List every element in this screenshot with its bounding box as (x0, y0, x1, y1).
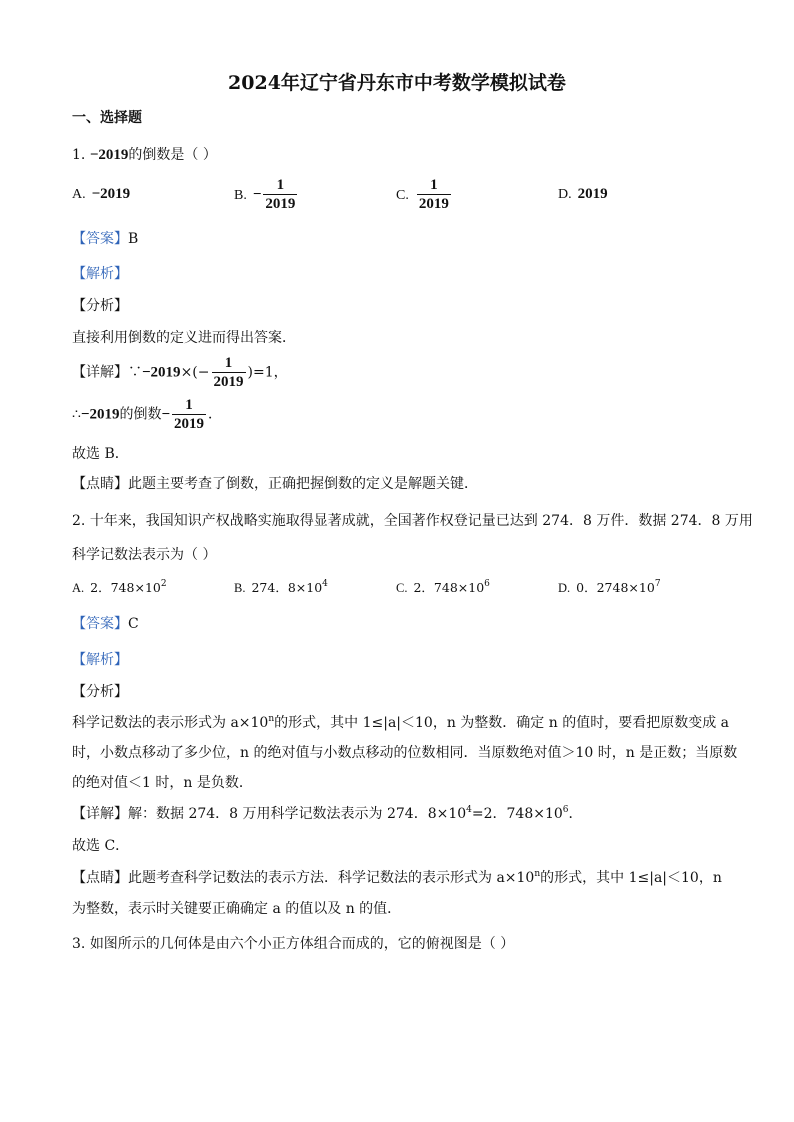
option-base: 2．748×10 (90, 580, 161, 595)
option-exponent: 2 (160, 579, 167, 589)
option-label: C. (396, 187, 409, 203)
q2-stem-line2: 科学记数法表示为（ ） (72, 547, 217, 563)
therefore-value: −2019 (80, 406, 120, 423)
denominator: 2019 (265, 196, 296, 212)
comment-text-a: 此题考查科学记数法的表示方法．科学记数法的表示形式为 a×10 (128, 870, 535, 886)
q1-analysis-label: 【解析】 (72, 266, 128, 282)
q2-detail (72, 804, 583, 824)
option-label: D. (558, 581, 571, 595)
detail-value: −2019 (142, 364, 181, 381)
comment-exponent: n (534, 869, 541, 879)
fraction (212, 354, 246, 391)
detail-mul: ×(− (180, 364, 210, 381)
therefore-end: ． (208, 406, 223, 423)
fenxi-exponent: n (268, 714, 275, 724)
therefore-text: 的倒数 (119, 406, 162, 423)
q1-stem-value: −2019 (89, 147, 129, 163)
q1-fenxi-label: 【分析】 (72, 298, 128, 314)
fenxi-text-a: 科学记数法的表示形式为 a×10 (72, 715, 269, 731)
option-sign: − (252, 186, 262, 203)
q1-option-a (72, 186, 130, 203)
answer-label: 【答案】 (72, 231, 128, 247)
q1-option-d (558, 186, 608, 203)
option-base: 274．8×10 (251, 580, 323, 595)
q2-fenxi-line2: 时，小数点移动了多少位，n 的绝对值与小数点移动的位数相同．当原数绝对值＞10 时，n 是正数；当原数 (72, 745, 738, 761)
option-base: 0．2748×10 (576, 580, 655, 595)
option-label: A. (72, 581, 85, 595)
q1-option-c (396, 176, 453, 213)
option-label: B. (234, 187, 247, 203)
q1-number: 1. (72, 147, 86, 163)
q3-stem-text: 如图所示的几何体是由六个小正方体组合而成的，它的俯视图是（ ） (89, 936, 515, 952)
q2-comment-line2: 为整数，表示时关键要正确确定 a 的值以及 n 的值． (72, 901, 402, 917)
q2-stem-text: 十年来，我国知识产权战略实施取得显著成就，全国著作权登记量已达到 274．8 万件．数据 274．8 万用 (89, 513, 753, 529)
q2-option-a (72, 578, 167, 596)
q2-comment-line1 (72, 868, 722, 888)
detail-text-b: =2．748×10 (471, 806, 563, 822)
therefore-symbol: ∴ (72, 406, 81, 423)
answer-label: 【答案】 (72, 616, 128, 632)
q2-answer (72, 614, 139, 634)
option-label: A. (72, 187, 86, 202)
q1-option-b (234, 176, 299, 213)
section-heading: 一、选择题 (72, 110, 142, 126)
q1-therefore (72, 396, 222, 433)
fraction (172, 396, 206, 433)
fraction (263, 176, 297, 213)
detail-end: )=1， (247, 364, 288, 381)
fraction (417, 176, 451, 213)
q2-option-d (558, 578, 661, 596)
detail-exponent-2: 6 (562, 805, 569, 815)
numerator: 1 (417, 176, 451, 195)
denominator: 2019 (174, 416, 205, 432)
option-value: 2019 (577, 186, 608, 202)
detail-text-a: 解：数据 274．8 万用科学记数法表示为 274．8×10 (128, 806, 467, 822)
comment-text-b: 的形式，其中 1≤|a|＜10，n (540, 870, 722, 886)
detail-label: 【详解】 (72, 806, 128, 822)
q2-option-b (234, 578, 328, 596)
q2-number: 2. (72, 513, 86, 529)
q1-detail (72, 354, 288, 391)
q2-fenxi-line1 (72, 713, 729, 733)
option-exponent: 6 (484, 579, 490, 589)
q3-number: 3. (72, 936, 86, 952)
because-symbol: ∵ (128, 364, 142, 381)
q2-analysis-label: 【解析】 (72, 652, 128, 668)
option-base: 2．748×10 (413, 580, 485, 595)
q2-conclusion: 故选 C． (72, 838, 130, 854)
q3-stem (72, 934, 514, 954)
option-label: D. (558, 187, 572, 202)
answer-value: B (128, 231, 139, 247)
answer-value: C (128, 616, 139, 632)
option-label: C. (396, 581, 408, 595)
option-value: −2019 (91, 186, 131, 202)
q2-stem-line1 (72, 511, 753, 531)
q1-fenxi-text: 直接利用倒数的定义进而得出答案． (72, 330, 296, 346)
fenxi-text-b: 的形式，其中 1≤|a|＜10，n 为整数．确定 n 的值时，要看把原数变成 a (274, 715, 730, 731)
q2-fenxi-line3: 的绝对值＜1 时，n 是负数． (72, 775, 253, 791)
option-exponent: 4 (322, 579, 328, 589)
comment-text: 此题主要考查了倒数，正确把握倒数的定义是解题关键． (128, 476, 478, 492)
numerator: 1 (172, 396, 206, 415)
page-title: 2024年辽宁省丹东市中考数学模拟试卷 (228, 72, 566, 94)
denominator: 2019 (418, 196, 449, 212)
comment-label: 【点睛】 (72, 476, 128, 492)
q1-stem-text: 的倒数是（ ） (128, 147, 217, 163)
q2-option-c (396, 578, 490, 596)
q1-stem (72, 145, 217, 165)
q1-comment (72, 474, 478, 494)
detail-label: 【详解】 (72, 364, 128, 381)
option-exponent: 7 (654, 579, 661, 589)
numerator: 1 (263, 176, 297, 195)
detail-exponent-1: 4 (466, 805, 472, 815)
q1-conclusion: 故选 B． (72, 446, 129, 462)
denominator: 2019 (213, 374, 244, 390)
therefore-sign: − (161, 406, 171, 423)
numerator: 1 (212, 354, 246, 373)
q2-fenxi-label: 【分析】 (72, 684, 128, 700)
q1-answer (72, 229, 138, 249)
option-label: B. (234, 581, 246, 595)
comment-label: 【点睛】 (72, 870, 128, 886)
detail-text-c: ． (568, 806, 583, 822)
